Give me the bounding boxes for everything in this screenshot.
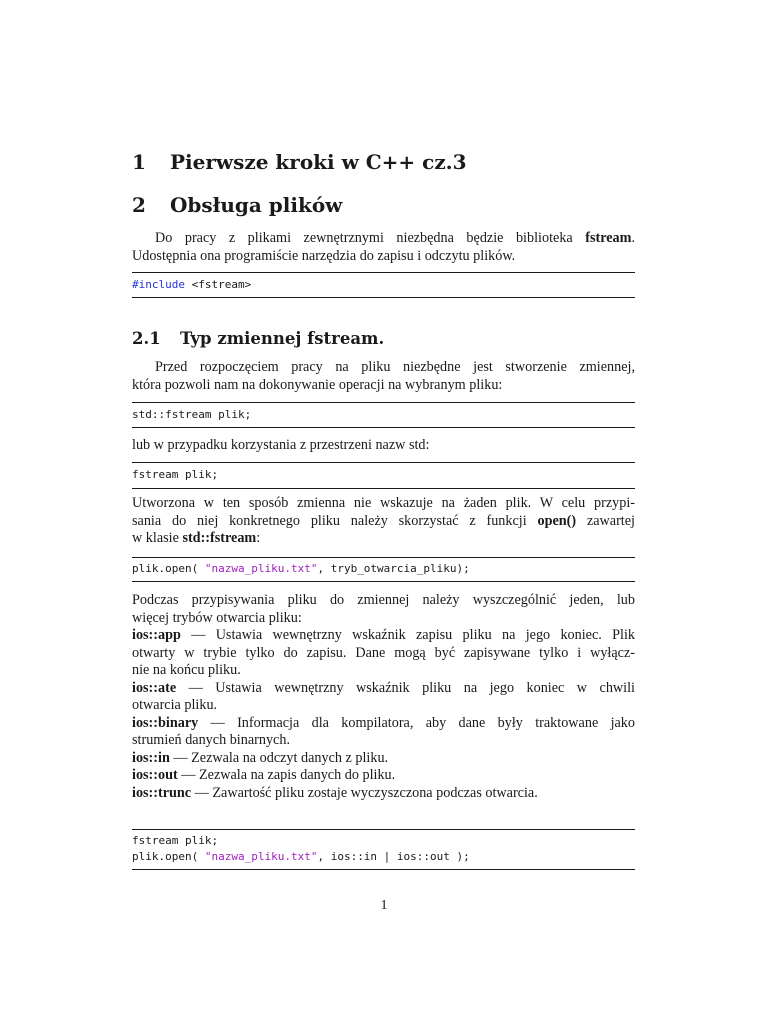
mode-name: ios::binary bbox=[132, 714, 199, 731]
section-heading-2 bbox=[132, 193, 342, 217]
code-block-example bbox=[132, 829, 635, 870]
mode-name: ios::in bbox=[132, 749, 170, 766]
code-text: , tryb_otwarcia_pliku); bbox=[317, 562, 470, 575]
text-run: zawartej bbox=[576, 512, 635, 529]
section-title: Obsługa plików bbox=[170, 193, 343, 217]
mode-line bbox=[132, 680, 635, 698]
mode-line bbox=[132, 785, 635, 803]
preprocessor-directive: #include bbox=[132, 278, 185, 291]
code-line: fstream plik; bbox=[132, 468, 219, 481]
text-run: : bbox=[256, 530, 261, 546]
intro-paragraph bbox=[132, 230, 635, 265]
code-text: <fstream> bbox=[184, 278, 252, 291]
mode-description: — Ustawia wewnętrzny wskaźnik pliku na jego koniec w chwili bbox=[176, 679, 635, 696]
section-heading-1 bbox=[132, 150, 467, 174]
page-number: 1 bbox=[380, 898, 388, 913]
paragraph-line: Przed rozpoczęciem pracy na pliku niezbędne jest stworzenie zmiennej, bbox=[155, 359, 635, 375]
paragraph-line: lub w przypadku korzystania z przestrzeni nazw std: bbox=[132, 437, 430, 453]
paragraph-line: Podczas przypisywania pliku do zmiennej należy wyszczególnić jeden, lub bbox=[132, 592, 635, 608]
text-run: sania do niej konkretnego pliku należy skorzystać z funkcji bbox=[132, 512, 538, 529]
mode-line: nie na końcu pliku. bbox=[132, 662, 241, 678]
paragraph-line: która pozwoli nam na dokonywanie operacji na wybranym pliku: bbox=[132, 376, 503, 393]
string-literal: "nazwa_pliku.txt" bbox=[204, 562, 318, 575]
code-line: std::fstream plik; bbox=[132, 408, 252, 421]
section-number: 2 bbox=[132, 193, 146, 217]
paragraph-line: Udostępnia ona programiście narzędzia do zapisu i odczytu plików. bbox=[132, 247, 516, 264]
code-block-include bbox=[132, 272, 635, 298]
paragraph-line bbox=[132, 513, 635, 531]
section-title: Pierwsze kroki w C++ cz.3 bbox=[170, 150, 467, 174]
text-run: . bbox=[631, 230, 635, 246]
paragraph-line: więcej trybów otwarcia pliku: bbox=[132, 609, 302, 626]
mode-line bbox=[132, 715, 635, 733]
mode-line bbox=[132, 750, 635, 768]
mode-name: ios::app bbox=[132, 627, 181, 643]
mode-description: — Ustawia wewnętrzny wskaźnik zapisu pliku na jego koniec. Plik bbox=[180, 627, 635, 643]
mode-line bbox=[132, 767, 635, 785]
mode-line: otwarcia pliku. bbox=[132, 697, 218, 713]
text-run: Do pracy z plikami zewnętrznymi niezbędna będzie biblioteka bbox=[155, 230, 586, 246]
string-literal: "nazwa_pliku.txt" bbox=[204, 850, 318, 863]
code-line bbox=[132, 561, 635, 577]
code-line: fstream plik; bbox=[132, 834, 219, 847]
code-block-std-fstream bbox=[132, 402, 635, 428]
code-text: plik.open( bbox=[132, 562, 205, 575]
subsection-title: Typ zmiennej fstream. bbox=[180, 329, 385, 348]
code-text: , ios::in | ios::out ); bbox=[317, 850, 470, 863]
mode-name: ios::out bbox=[132, 767, 178, 783]
mode-line bbox=[132, 627, 635, 645]
paragraph-modes bbox=[132, 592, 635, 802]
section-number: 1 bbox=[132, 150, 146, 174]
mode-line: strumień danych binarnych. bbox=[132, 732, 290, 748]
mode-name: ios::ate bbox=[132, 679, 177, 696]
code-block-open bbox=[132, 557, 635, 582]
mode-description: — Zezwala na odczyt danych z pliku. bbox=[169, 749, 389, 766]
mode-description: — Zezwala na zapis danych do pliku. bbox=[177, 767, 396, 783]
bold-term: open() bbox=[537, 512, 577, 529]
mode-name: ios::trunc bbox=[132, 784, 192, 801]
bold-term: fstream bbox=[585, 230, 632, 246]
paragraph-variable bbox=[132, 359, 635, 394]
code-text: plik.open( bbox=[132, 850, 205, 863]
mode-description: — Informacja dla kompilatora, aby dane były traktowane jako bbox=[198, 714, 635, 731]
mode-description: — Zawartość pliku zostaje wyczyszczona podczas otwarcia. bbox=[191, 784, 538, 801]
paragraph-namespace bbox=[132, 437, 635, 455]
mode-line: otwarty w trybie tylko do zapisu. Dane mogą być zapisywane tylko i wyłącz- bbox=[132, 644, 635, 661]
text-run: w klasie bbox=[132, 530, 183, 546]
paragraph-line: Utworzona w ten sposób zmienna nie wskazuje na żaden plik. W celu przypi- bbox=[132, 495, 635, 511]
code-block-fstream bbox=[132, 462, 635, 489]
subsection-number: 2.1 bbox=[132, 329, 161, 348]
paragraph-line bbox=[132, 530, 635, 548]
paragraph-line bbox=[132, 230, 635, 248]
paragraph-open bbox=[132, 495, 635, 548]
bold-term: std::fstream bbox=[182, 530, 257, 546]
subsection-heading bbox=[132, 329, 384, 348]
code-line bbox=[132, 277, 635, 293]
code-line bbox=[132, 849, 635, 865]
